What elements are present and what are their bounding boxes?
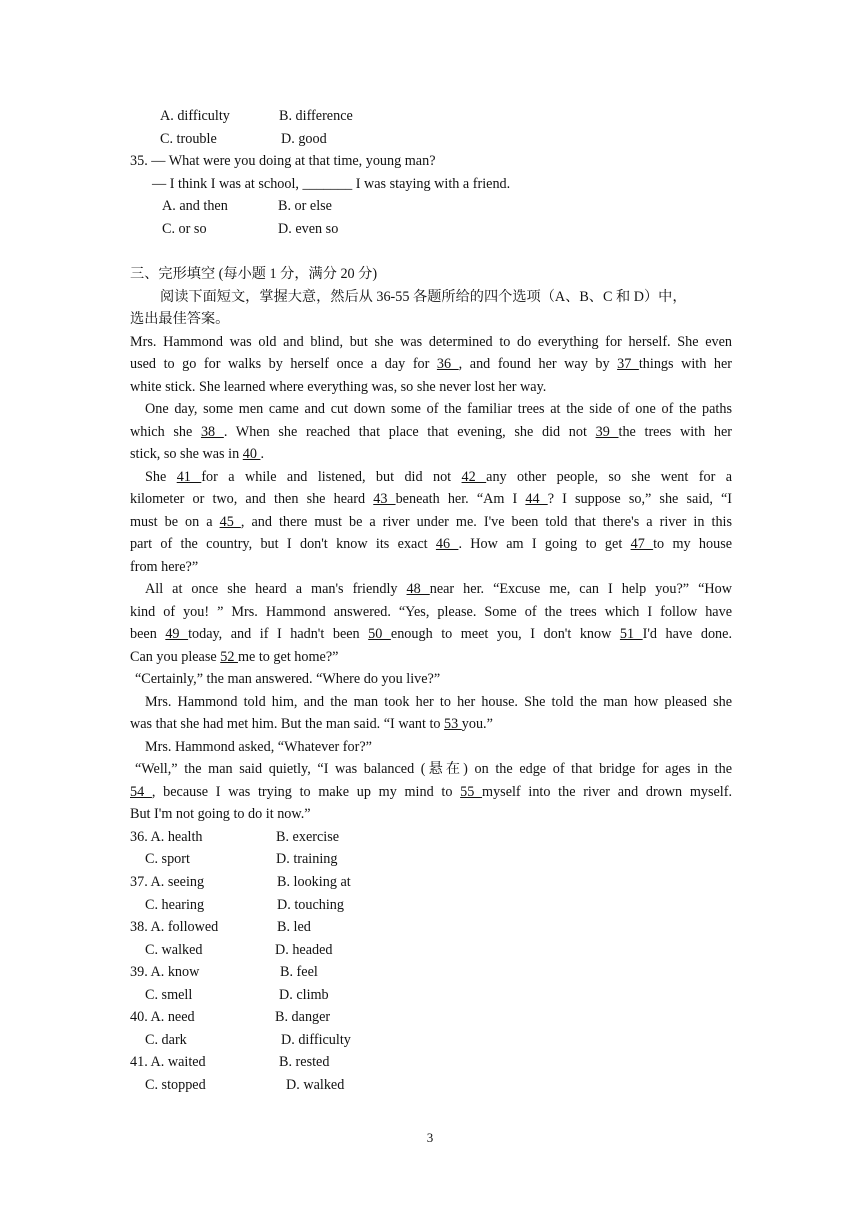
blank-48: 48 bbox=[406, 581, 430, 597]
q36-option-a: 36. A. health bbox=[130, 829, 203, 845]
q40-option-a: 40. A. need bbox=[130, 1009, 195, 1025]
page-number: 3 bbox=[426, 1130, 434, 1145]
q37-option-c: C. hearing bbox=[145, 897, 205, 913]
q35-option-c: C. or so bbox=[162, 221, 207, 237]
blank-39: 39 bbox=[595, 424, 619, 440]
q37-option-b: B. looking at bbox=[277, 874, 351, 890]
q41-option-a: 41. A. waited bbox=[130, 1054, 206, 1070]
blank-53: 53 bbox=[444, 716, 462, 732]
q35-option-a: A. and then bbox=[162, 198, 228, 214]
blank-36: 36 bbox=[436, 356, 459, 372]
blank-51: 51 bbox=[619, 626, 643, 642]
passage-line: was that she had met him. But the man said. “I want to 53 you.” bbox=[130, 716, 493, 732]
blank-55: 55 bbox=[460, 784, 483, 800]
q34-option-d: D. good bbox=[281, 131, 327, 147]
passage-line: Mrs. Hammond was old and blind, but she was determined to do everything for herself. She even bbox=[130, 334, 732, 350]
passage-line: stick, so she was in 40 . bbox=[130, 446, 264, 462]
blank-45: 45 bbox=[219, 514, 241, 530]
passage-line: Can you please 52 me to get home?” bbox=[130, 649, 339, 665]
passage-line: But I'm not going to do it now.” bbox=[130, 806, 311, 822]
q38-option-a: 38. A. followed bbox=[130, 919, 219, 935]
passage-line: “Well,” the man said quietly, “I was balanced (悬在) on the edge of that bridge for ages in the bbox=[135, 761, 732, 777]
passage-line: One day, some men came and cut down some of the familiar trees at the side of one of the paths bbox=[145, 401, 732, 417]
passage-line: which she 38 . When she reached that place that evening, she did not 39 the trees with her bbox=[130, 424, 732, 440]
q39-option-d: D. climb bbox=[279, 987, 329, 1003]
q39-option-b: B. feel bbox=[280, 964, 318, 980]
q37-option-a: 37. A. seeing bbox=[130, 874, 205, 890]
passage-line: used to go for walks by herself once a day for 36 , and found her way by 37 things with her bbox=[130, 356, 733, 372]
q37-option-d: D. touching bbox=[277, 897, 344, 913]
q40-option-b: B. danger bbox=[275, 1009, 331, 1025]
q36-option-b: B. exercise bbox=[276, 829, 340, 845]
passage-line: been 49 today, and if I hadn't been 50 enough to meet you, I don't know 51 I'd have done. bbox=[130, 626, 732, 642]
q35-question: 35. — What were you doing at that time, young man? bbox=[130, 153, 436, 169]
passage-line: She 41 for a while and listened, but did not 42 any other people, so she went for a bbox=[145, 469, 733, 485]
blank-43: 43 bbox=[373, 491, 396, 507]
blank-47: 47 bbox=[630, 536, 654, 552]
q35-option-b: B. or else bbox=[278, 198, 332, 214]
q39-option-c: C. smell bbox=[145, 987, 193, 1003]
blank-54: 54 bbox=[130, 784, 152, 800]
blank-37: 37 bbox=[617, 356, 639, 372]
q36-option-c: C. sport bbox=[145, 851, 190, 867]
passage-line: All at once she heard a man's friendly 48 near her. “Excuse me, can I help you?” “How bbox=[145, 581, 732, 597]
q41-option-b: B. rested bbox=[279, 1054, 330, 1070]
passage-line: kilometer or two, and then she heard 43 beneath her. “Am I 44 ? I suppose so,” she said, “I bbox=[130, 491, 733, 507]
q41-option-c: C. stopped bbox=[145, 1077, 206, 1093]
passage-line: Mrs. Hammond told him, and the man took her to her house. She told the man how pleased she bbox=[145, 694, 732, 710]
q36-option-d: D. training bbox=[276, 851, 338, 867]
q34-option-b: B. difference bbox=[279, 108, 353, 124]
blank-41: 41 bbox=[176, 469, 202, 485]
blank-44: 44 bbox=[525, 491, 548, 507]
q34-option-a: A. difficulty bbox=[160, 108, 230, 124]
blank-50: 50 bbox=[368, 626, 391, 642]
blank-40: 40 bbox=[242, 446, 261, 462]
passage-line: “Certainly,” the man answered. “Where do you live?” bbox=[135, 671, 441, 687]
q38-option-d: D. headed bbox=[275, 942, 333, 958]
blank-52: 52 bbox=[220, 649, 238, 665]
section-instruction-cont: 选出最佳答案。 bbox=[130, 311, 230, 327]
q39-option-a: 39. A. know bbox=[130, 964, 200, 980]
q41-option-d: D. walked bbox=[286, 1077, 345, 1093]
blank-46: 46 bbox=[435, 536, 459, 552]
section-instruction: 阅读下面短文，掌握大意，然后从 36-55 各题所给的四个选项（A、B、C 和 D）中， bbox=[160, 289, 687, 305]
passage-line: part of the country, but I don't know its exact 46 . How am I going to get 47 to my house bbox=[130, 536, 733, 552]
q40-option-c: C. dark bbox=[145, 1032, 187, 1048]
passage-line: from here?” bbox=[130, 559, 199, 575]
q40-option-d: D. difficulty bbox=[281, 1032, 351, 1048]
q38-option-c: C. walked bbox=[145, 942, 203, 958]
section-title: 三、完形填空 (每小题 1 分，满分 20 分) bbox=[130, 266, 378, 282]
passage-line: white stick. She learned where everything was, so she never lost her way. bbox=[130, 379, 547, 395]
q34-option-c: C. trouble bbox=[160, 131, 217, 147]
blank-49: 49 bbox=[165, 626, 189, 642]
passage-line: Mrs. Hammond asked, “Whatever for?” bbox=[145, 739, 372, 755]
blank-42: 42 bbox=[461, 469, 487, 485]
q38-option-b: B. led bbox=[277, 919, 311, 935]
q35-option-d: D. even so bbox=[278, 221, 339, 237]
blank-38: 38 bbox=[200, 424, 224, 440]
q35-answer-line: — I think I was at school, _______ I was staying with a friend. bbox=[152, 176, 511, 192]
passage-line: kind of you! ” Mrs. Hammond answered. “Yes, please. Some of the trees which I follow have bbox=[130, 604, 732, 620]
passage-line: 54 , because I was trying to make up my mind to 55 myself into the river and drown myself. bbox=[130, 784, 733, 800]
passage-line: must be on a 45 , and there must be a river under me. I've been told that there's a river in this bbox=[130, 514, 732, 530]
